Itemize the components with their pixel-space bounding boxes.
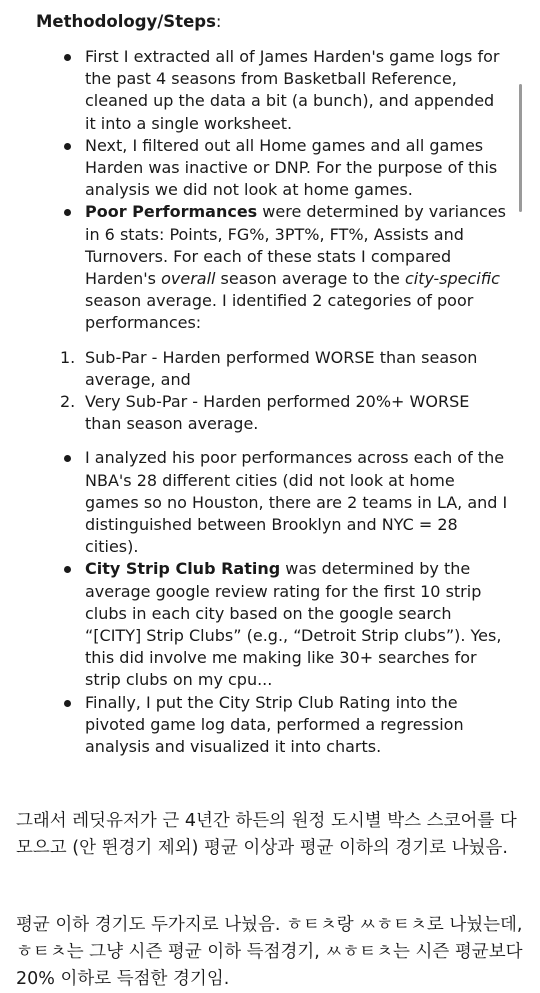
heading-colon: : [215,12,222,31]
list-item [60,447,508,558]
list-item-text: Next, I filtered out all Home games and all games Harden was inactive or DNP. For the purpose of this analysis we did not look at home games. [85,135,498,200]
list-gap [60,335,508,347]
list-item [60,46,508,135]
numbered-item-text: Very Sub-Par - Harden performed 20%+ WORSE than season average. [85,392,470,434]
page-heading [36,12,221,31]
numbered-list [60,347,508,436]
list-item [60,201,508,334]
korean-paragraph: 평균 이하 경기도 두가지로 나눴음. ㅎㅌㅊ랑 ㅆㅎㅌㅊ로 나눴는데, ㅎㅌㅊ는 그냥 시즌 평균 이하 득점경기, ㅆㅎㅌㅊ는 시즌 평균보다 20% 이하로 득점한 경기임. [16,915,523,989]
number-marker: 2. [60,392,76,412]
list-item [60,558,508,691]
methodology-content [60,46,508,758]
list-gap [60,435,508,447]
city-strip-club-rating-label: City Strip Club Rating [85,559,281,579]
list-item-text: Finally, I put the City Strip Club Rating into the pivoted game log data, performed a regression analysis and visualized it into charts. [85,692,464,757]
list-item-text: I analyzed his poor performances across each of the NBA's 28 different cities (did not look at home games so no Houston, there are 2 teams in LA, and I distinguished between Brooklyn and NYC = 28 cities). [85,448,508,557]
poor-performances-label: Poor Performances [85,202,258,222]
list-item-text: was determined by the average google review rating for the first 10 strip clubs in each city based on the google search “[CITY] Strip Clubs” (e.g., “Detroit Strip clubs”). Yes, this did involve me making like 30+ searches for strip clubs on my cpu... [85,559,502,690]
list-item-text: First I extracted all of James Harden's game logs for the past 4 seasons from Basketball Reference, cleaned up the data a bit (a bunch), and appended it into a single worksheet. [85,47,500,133]
city-specific-emphasis: city-specific [404,269,500,289]
bullet-list-a [60,46,508,335]
numbered-item [60,391,508,435]
numbered-item-text: Sub-Par - Harden performed WORSE than season average, and [85,347,478,389]
list-item-text: season average. I identified 2 categories of poor performances: [85,291,474,333]
numbered-item [60,347,508,391]
bullet-list-b [60,447,508,758]
scrollbar[interactable] [519,84,522,212]
list-item [60,692,508,759]
list-item-text: were determined by variances in 6 stats: Points, FG%, 3PT%, FT%, Assists and Turnovers. For each of these stats I compared Harden's [85,202,506,289]
list-item-text: season average to the [215,269,405,289]
heading-text: Methodology/Steps [36,12,216,31]
list-item [60,135,508,202]
overall-emphasis: overall [161,269,216,289]
number-marker: 1. [60,347,76,367]
korean-paragraph: 그래서 레딧유저가 근 4년간 하든의 원정 도시별 박스 스코어를 다 모으고 (안 뛴경기 제외) 평균 이상과 평균 이하의 경기로 나눴음. [16,811,517,858]
